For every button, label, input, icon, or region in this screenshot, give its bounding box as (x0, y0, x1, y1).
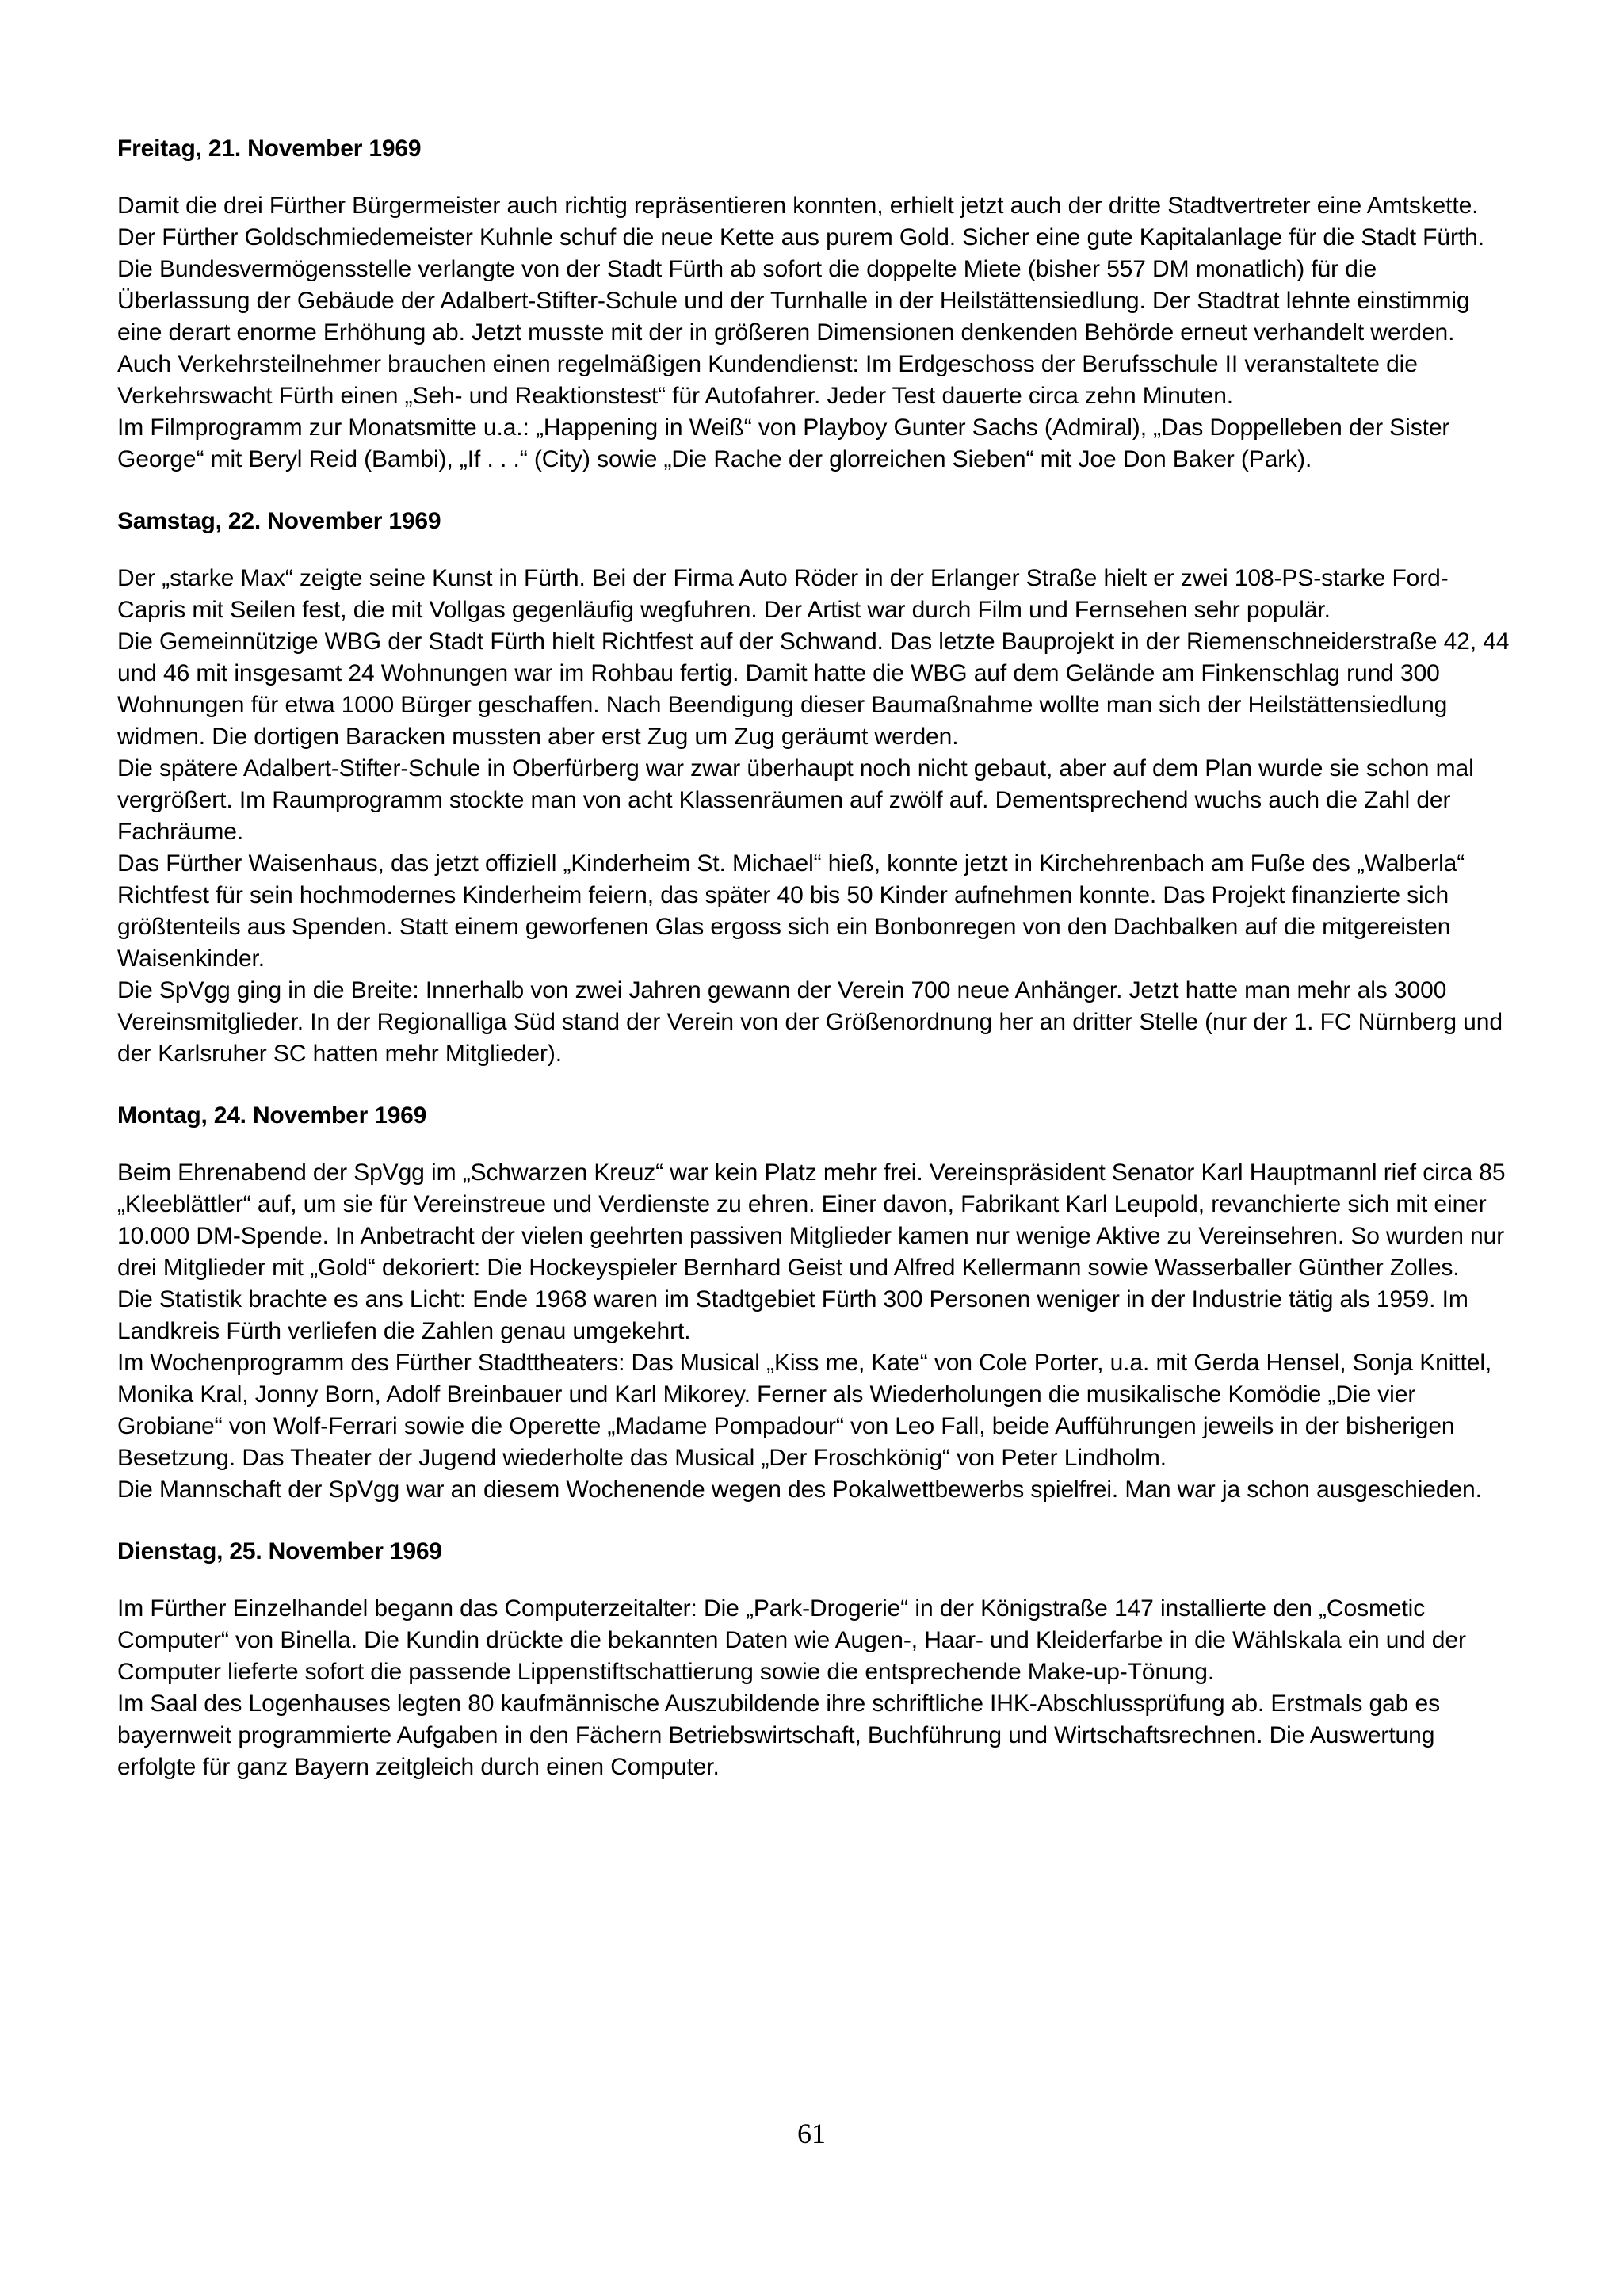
day-section-saturday (117, 506, 1512, 1070)
day-section-tuesday (117, 1536, 1512, 1783)
paragraph: Die Bundesvermögensstelle verlangte von der Stadt Fürth ab sofort die doppelte Miete (bisher 557 DM monatlich) für die Überlassung der Gebäude der Adalbert-Stifter-Schule und der Turnhalle in der Heilstättensiedlung. Der Stadtrat lehnte einstimmig eine derart enorme Erhöhung ab. Jetzt musste mit der in größeren Dimensionen denkenden Behörde erneut verhandelt werden. (117, 256, 1470, 346)
paragraph: Im Fürther Einzelhandel begann das Computerzeitalter: Die „Park-Drogerie“ in der Königstraße 147 installierte den „Cosmetic Computer“ von Binella. Die Kundin drückte die bekannten Daten wie Augen-, Haar- und Kleiderfarbe in die Wählskala ein und der Computer lieferte sofort die passende Lippenstiftschattierung sowie die entsprechende Make-up-Tönung. (117, 1595, 1466, 1685)
section-heading: Freitag, 21. November 1969 (117, 136, 422, 162)
paragraph: Damit die drei Fürther Bürgermeister auch richtig repräsentieren konnten, erhielt jetzt auch der dritte Stadtvertreter eine Amtskette. Der Fürther Goldschmiedemeister Kuhnle schuf die neue Kette aus purem Gold. Sicher eine gute Kapitalanlage für die Stadt Fürth. (117, 193, 1484, 250)
day-section-friday (117, 133, 1512, 476)
paragraph: Im Filmprogramm zur Monatsmitte u.a.: „Happening in Weiß“ von Playboy Gunter Sachs (Admiral), „Das Doppelleben der Sister George“ mit Beryl Reid (Bambi), „If . . .“ (City) sowie „Die Rache der glorreichen Sieben“ mit Joe Don Baker (Park). (117, 415, 1450, 472)
paragraph: Die Gemeinnützige WBG der Stadt Fürth hielt Richtfest auf der Schwand. Das letzte Bauprojekt in der Riemenschneiderstraße 42, 44 und 46 mit insgesamt 24 Wohnungen war im Rohbau fertig. Damit hatte die WBG auf dem Gelände am Finkenschlag rund 300 Wohnungen für etwa 1000 Bürger geschaffen. Nach Beendigung dieser Baumaßnahme wollte man sich der Heilstättensiedlung widmen. Die dortigen Baracken mussten aber erst Zug um Zug geräumt werden. (117, 628, 1510, 750)
paragraph: Auch Verkehrsteilnehmer brauchen einen regelmäßigen Kundendienst: Im Erdgeschoss der Berufsschule II veranstaltete die Verkehrswacht Fürth einen „Seh- und Reaktionstest“ für Autofahrer. Jeder Test dauerte circa zehn Minuten. (117, 351, 1418, 409)
section-heading: Samstag, 22. November 1969 (117, 508, 441, 534)
paragraph: Die SpVgg ging in die Breite: Innerhalb von zwei Jahren gewann der Verein 700 neue Anhänger. Jetzt hatte man mehr als 3000 Vereinsmitglieder. In der Regionalliga Süd stand der Verein von der Größenordnung her an dritter Stelle (nur der 1. FC Nürnberg und der Karlsruher SC hatten mehr Mitglieder). (117, 977, 1503, 1067)
page-number: 61 (797, 2118, 826, 2149)
paragraph: Der „starke Max“ zeigte seine Kunst in Fürth. Bei der Firma Auto Röder in der Erlanger Straße hielt er zwei 108-PS-starke Ford-Capris mit Seilen fest, die mit Vollgas gegenläufig wegfuhren. Der Artist war durch Film und Fernsehen sehr populär. (117, 565, 1449, 623)
paragraph: Die Statistik brachte es ans Licht: Ende 1968 waren im Stadtgebiet Fürth 300 Personen weniger in der Industrie tätig als 1959. Im Landkreis Fürth verliefen die Zahlen genau umgekehrt. (117, 1286, 1468, 1344)
paragraph: Die Mannschaft der SpVgg war an diesem Wochenende wegen des Pokalwettbewerbs spielfrei. Man war ja schon ausgeschieden. (117, 1477, 1482, 1503)
paragraph: Das Fürther Waisenhaus, das jetzt offiziell „Kinderheim St. Michael“ hieß, konnte jetzt in Kirchehrenbach am Fuße des „Walberla“ Richtfest für sein hochmodernes Kinderheim feiern, das später 40 bis 50 Kinder aufnehmen konnte. Das Projekt finanzierte sich größtenteils aus Spenden. Statt einem geworfenen Glas ergoss sich ein Bonbonregen von den Dachbalken auf die mitgereisten Waisenkinder. (117, 850, 1465, 972)
section-heading: Dienstag, 25. November 1969 (117, 1538, 442, 1564)
section-heading: Montag, 24. November 1969 (117, 1102, 427, 1129)
paragraph: Die spätere Adalbert-Stifter-Schule in Oberfürberg war zwar überhaupt noch nicht gebaut, aber auf dem Plan wurde sie schon mal vergrößert. Im Raumprogramm stockte man von acht Klassenräumen auf zwölf auf. Dementsprechend wuchs auch die Zahl der Fachräume. (117, 755, 1474, 845)
paragraph: Im Saal des Logenhauses legten 80 kaufmännische Auszubildende ihre schriftliche IHK-Abschlussprüfung ab. Erstmals gab es bayernweit programmierte Aufgaben in den Fächern Betriebswirtschaft, Buchführung und Wirtschaftsrechnen. Die Auswertung erfolgte für ganz Bayern zeitgleich durch einen Computer. (117, 1690, 1440, 1780)
paragraph: Beim Ehrenabend der SpVgg im „Schwarzen Kreuz“ war kein Platz mehr frei. Vereinspräsident Senator Karl Hauptmannl rief circa 85 „Kleeblättler“ auf, um sie für Vereinstreue und Verdienste zu ehren. Einer davon, Fabrikant Karl Leupold, revanchierte sich mit einer 10.000 DM-Spende. In Anbetracht der vielen geehrten passiven Mitglieder kamen nur wenige Aktive zu Vereinsehren. So wurden nur drei Mitglieder mit „Gold“ dekoriert: Die Hockeyspieler Bernhard Geist und Alfred Kellermann sowie Wasserballer Günther Zolles. (117, 1159, 1506, 1281)
day-section-monday (117, 1100, 1512, 1506)
paragraph: Im Wochenprogramm des Fürther Stadttheaters: Das Musical „Kiss me, Kate“ von Cole Porter, u.a. mit Gerda Hensel, Sonja Knittel, Monika Kral, Jonny Born, Adolf Breinbauer und Karl Mikorey. Ferner als Wiederholungen die musikalische Komödie „Die vier Grobiane“ von Wolf-Ferrari sowie die Operette „Madame Pompadour“ von Leo Fall, beide Aufführungen jeweils in der bisherigen Besetzung. Das Theater der Jugend wiederholte das Musical „Der Froschkönig“ von Peter Lindholm. (117, 1350, 1492, 1471)
document-page (117, 133, 1512, 1813)
